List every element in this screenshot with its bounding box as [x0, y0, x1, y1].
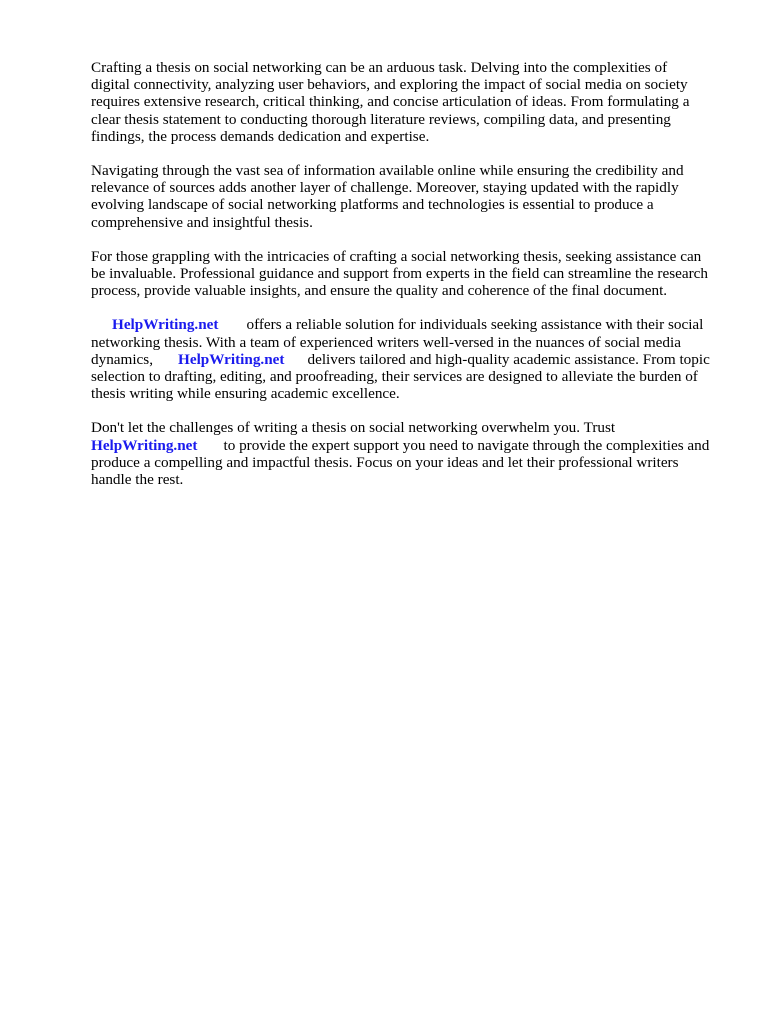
text-line: digital connectivity, analyzing user behaviors, and exploring the impact of social media on society	[91, 76, 688, 94]
text-line: process, provide valuable insights, and ensure the quality and coherence of the final document.	[91, 282, 668, 300]
text-line	[91, 351, 726, 368]
text-line: clear thesis statement to conducting thorough literature reviews, compiling data, and presenting	[91, 110, 671, 128]
text-segment: to provide the expert support you need to navigate through the complexities and	[223, 436, 710, 454]
text-line: selection to drafting, editing, and proofreading, their services are designed to alleviate the burden of	[91, 368, 698, 386]
text-line: thesis writing while ensuring academic excellence.	[91, 385, 400, 403]
paragraph-assistance	[91, 248, 726, 300]
text-line	[91, 437, 726, 454]
text-line: evolving landscape of social networking platforms and technologies is essential to produce a	[91, 196, 654, 214]
helpwriting-link[interactable]: HelpWriting.net	[178, 350, 285, 368]
text-line: comprehensive and insightful thesis.	[91, 213, 313, 231]
text-line: For those grappling with the intricacies of crafting a social networking thesis, seeking assistance can	[91, 247, 702, 265]
text-line: networking thesis. With a team of experienced writers well-versed in the nuances of social media	[91, 333, 681, 351]
text-line: Navigating through the vast sea of information available online while ensuring the credibility and	[91, 162, 684, 180]
paragraph-service	[91, 316, 726, 402]
text-line: handle the rest.	[91, 471, 184, 489]
text-segment: delivers tailored and high-quality academic assistance. From topic	[307, 350, 710, 368]
text-line: findings, the process demands dedication and expertise.	[91, 127, 430, 145]
document-page	[91, 59, 726, 505]
helpwriting-link[interactable]: HelpWriting.net	[91, 436, 198, 454]
paragraph-closing	[91, 419, 726, 488]
text-line: relevance of sources adds another layer of challenge. Moreover, staying updated with the rapidly	[91, 179, 679, 197]
text-segment: offers a reliable solution for individuals seeking assistance with their social	[246, 316, 704, 334]
text-line: requires extensive research, critical thinking, and concise articulation of ideas. From formulating a	[91, 93, 690, 111]
text-line	[91, 316, 726, 333]
text-line: be invaluable. Professional guidance and support from experts in the field can streamline the research	[91, 265, 708, 283]
paragraph-challenges	[91, 162, 726, 231]
helpwriting-link[interactable]: HelpWriting.net	[112, 316, 219, 334]
text-segment: dynamics,	[91, 350, 154, 368]
text-line: produce a compelling and impactful thesis. Focus on your ideas and let their professional writers	[91, 453, 679, 471]
text-line: Crafting a thesis on social networking can be an arduous task. Delving into the complexities of	[91, 59, 668, 76]
text-line: Don't let the challenges of writing a thesis on social networking overwhelm you. Trust	[91, 419, 616, 437]
paragraph-intro	[91, 59, 726, 145]
